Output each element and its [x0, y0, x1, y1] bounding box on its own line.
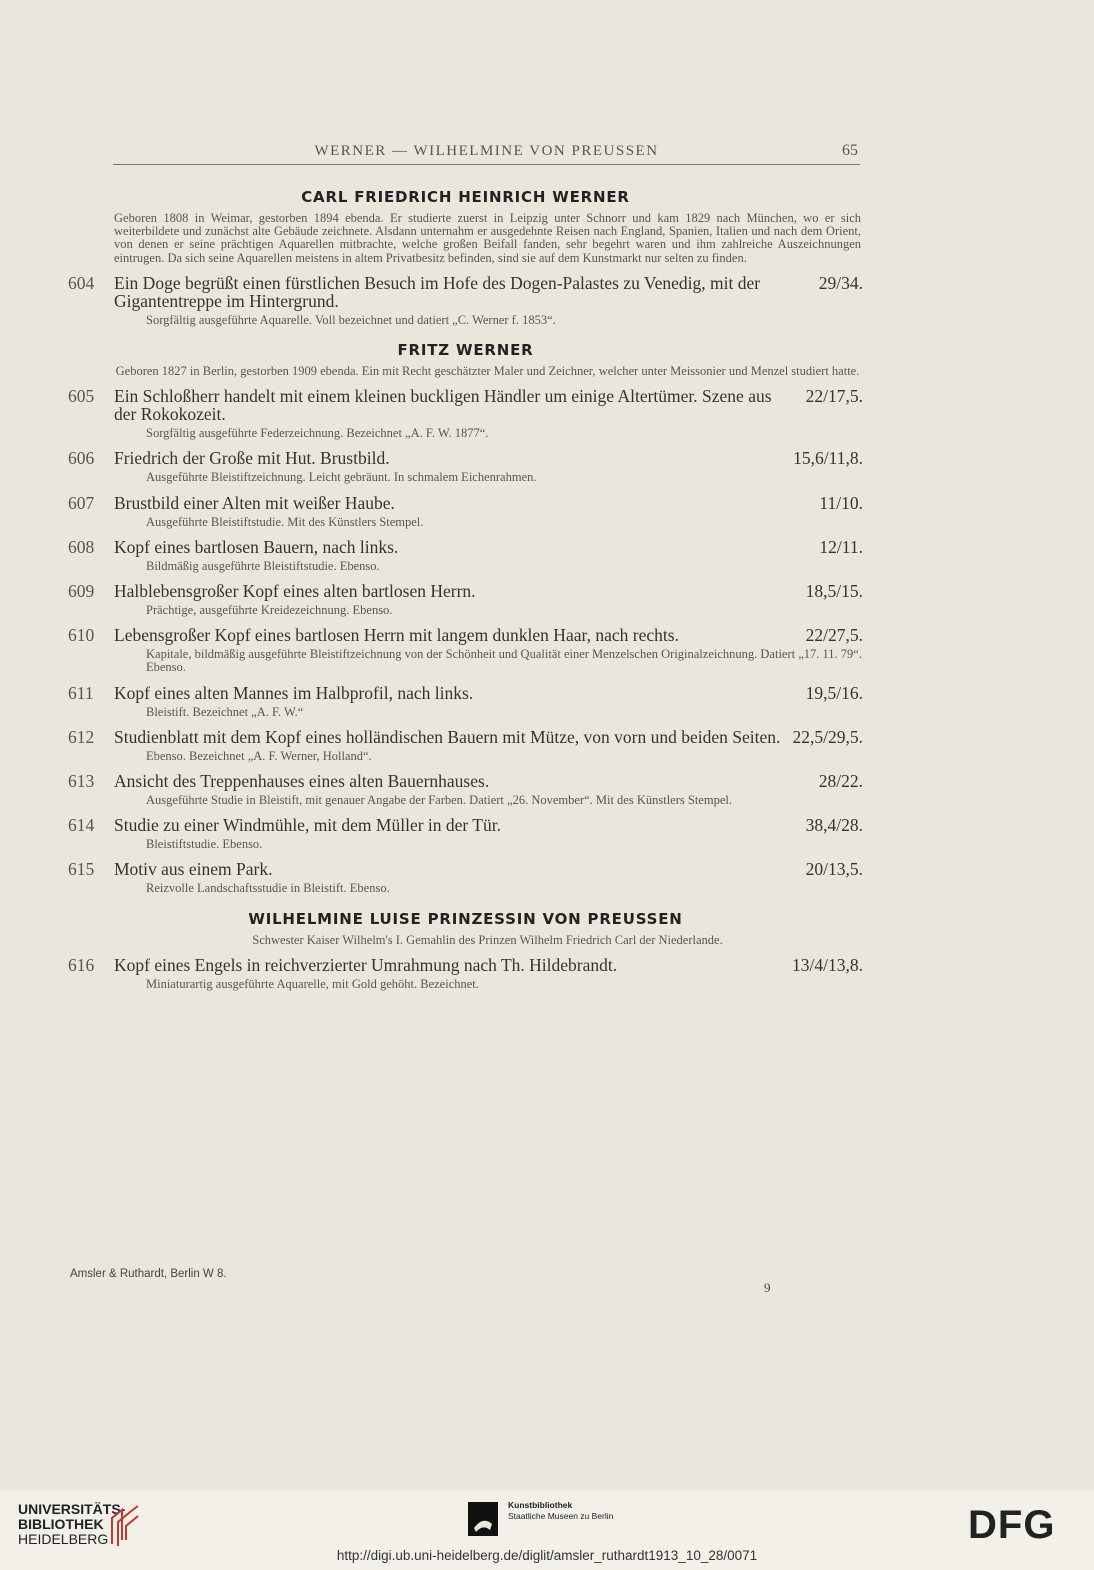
catalog-entry	[68, 728, 863, 763]
entry-row	[68, 626, 863, 644]
lot-number: 611	[68, 682, 94, 703]
entry-text	[114, 582, 863, 600]
catalog-entry	[68, 494, 863, 529]
dimensions: 13/4/13,8.	[792, 954, 863, 975]
entry-note: Ausgeführte Bleistiftstudie. Mit des Künstlers Stempel.	[146, 514, 424, 529]
entry-note: Kapitale, bildmäßig ausgeführte Bleistiftzeichnung von der Schönheit und Qualität einer Menzelschen Originalzeichnung. Datiert „17. 11. 79“. Ebenso.	[146, 647, 862, 675]
entry-note: Miniaturartig ausgeführte Aquarelle, mit Gold gehöht. Bezeichnet.	[146, 976, 479, 991]
artist-biography: Schwester Kaiser Wilhelm's I. Gemahlin des Prinzen Wilhelm Friedrich Carl der Niederlande.	[252, 932, 723, 947]
dimensions: 15,6/11,8.	[793, 448, 863, 469]
entry-row	[68, 772, 863, 790]
lot-number: 610	[68, 625, 95, 646]
entry-title: Ansicht des Treppenhauses eines alten Bauernhauses.	[114, 771, 490, 792]
dimensions: 11/10.	[819, 492, 863, 513]
entry-row	[68, 274, 863, 310]
entry-text	[114, 728, 863, 746]
catalog-entry	[68, 626, 863, 674]
ub-heidelberg-logo-icon	[108, 1500, 142, 1552]
entry-title: Lebensgroßer Kopf eines bartlosen Herrn mit langem dunklen Haar, nach rechts.	[114, 625, 679, 646]
entry-note: Sorgfältig ausgeführte Aquarelle. Voll bezeichnet und datiert „C. Werner f. 1853“.	[146, 312, 556, 327]
signature-mark: 9	[764, 1280, 771, 1295]
entry-title: Kopf eines bartlosen Bauern, nach links.	[114, 536, 399, 557]
dimensions: 28/22.	[818, 771, 863, 792]
entry-text	[114, 816, 863, 834]
permalink-url[interactable]: http://digi.ub.uni-heidelberg.de/diglit/amsler_ruthardt1913_10_28/0071	[336, 1548, 758, 1563]
dimensions: 19,5/16.	[805, 682, 863, 703]
entry-row	[68, 449, 863, 467]
entry-title: Brustbild einer Alten mit weißer Haube.	[114, 492, 395, 513]
entry-row	[68, 494, 863, 512]
entry-title: Studienblatt mit dem Kopf eines holländischen Bauern mit Mütze, von vorn und beiden Seiten.	[114, 726, 781, 747]
entry-row	[68, 684, 863, 702]
dfg-logo[interactable]: DFG	[968, 1503, 1056, 1547]
entry-title: Studie zu einer Windmühle, mit dem Müller in der Tür.	[114, 815, 501, 836]
artist-heading: FRITZ WERNER	[397, 341, 534, 360]
catalog-entry	[68, 538, 863, 573]
artist-heading: WILHELMINE LUISE PRINZESSIN VON PREUSSEN	[248, 909, 683, 928]
lot-number: 613	[68, 771, 95, 792]
entry-title: Kopf eines alten Mannes im Halbprofil, nach links.	[114, 682, 474, 703]
lot-number: 606	[68, 448, 95, 469]
catalog-entry	[68, 387, 863, 440]
entry-text	[114, 494, 863, 512]
entry-row	[68, 728, 863, 746]
entry-row	[68, 816, 863, 834]
entry-title: Ein Schloßherr handelt mit einem kleinen buckligen Händler um einige Altertümer. Szene aus der Rokokozeit.	[114, 386, 772, 425]
ub-line-2: BIBLIOTHEK	[18, 1516, 104, 1532]
dimensions: 22,5/29,5.	[792, 726, 863, 747]
entry-title: Motiv aus einem Park.	[114, 859, 273, 880]
entry-note: Bildmäßig ausgeführte Bleistiftstudie. Ebenso.	[146, 558, 380, 573]
dimensions: 22/27,5.	[805, 625, 863, 646]
dimensions: 12/11.	[819, 536, 863, 557]
page-number: 65	[842, 142, 858, 159]
dimensions: 29/34.	[818, 272, 863, 293]
entry-title: Friedrich der Große mit Hut. Brustbild.	[114, 448, 390, 469]
entry-text	[114, 684, 863, 702]
lot-number: 616	[68, 954, 95, 975]
entry-note: Bleistiftstudie. Ebenso.	[146, 837, 263, 852]
running-header	[113, 140, 860, 165]
artist-heading: CARL FRIEDRICH HEINRICH WERNER	[301, 188, 630, 206]
entry-note: Ausgeführte Studie in Bleistift, mit genauer Angabe der Farben. Datiert „26. November“. Mit des Künstlers Stempel.	[146, 793, 732, 808]
lot-number: 605	[68, 386, 95, 407]
entry-row	[68, 582, 863, 600]
entry-text	[114, 772, 863, 790]
entry-row	[68, 956, 863, 974]
entry-note: Ebenso. Bezeichnet „A. F. Werner, Holland“.	[146, 748, 372, 763]
artist-biography: Geboren 1808 in Weimar, gestorben 1894 ebenda. Er studierte zuerst in Leipzig unter Schnorr und kam 1829 nach München, wo er sich weiterbildete und zunächst alte Gebäude zeichnete. Alsdann unternahm er ausgedehnte Reisen nach England, Spanien, Italien und nach dem Orient, von denen er seine prächtigen Aquarellen mitbrachte, welche großen Beifall fanden, sehr begehrt waren und ihm zahlreiche Auszeichnungen eintrugen. Da sich seine Aquarellen meistens in altem Privatbesitz befinden, sind sie auf dem Kunstmarkt nur selten zu finden.	[114, 211, 861, 265]
entry-note: Prächtige, ausgeführte Kreidezeichnung. Ebenso.	[146, 603, 393, 618]
lot-number: 604	[68, 272, 95, 293]
lot-number: 615	[68, 859, 95, 880]
lot-number: 607	[68, 492, 95, 513]
catalog-entry	[68, 449, 863, 484]
entry-title: Halblebensgroßer Kopf eines alten bartlosen Herrn.	[114, 581, 476, 602]
entry-text	[114, 449, 863, 467]
kb-line-2: Staatliche Museen zu Berlin	[508, 1511, 614, 1521]
entry-text	[114, 860, 863, 878]
entry-text	[114, 626, 863, 644]
catalog-entry	[68, 816, 863, 851]
lot-number: 608	[68, 536, 95, 557]
catalog-entry	[68, 274, 863, 327]
kunstbibliothek-label[interactable]	[508, 1500, 613, 1522]
kunstbibliothek-logo-icon	[468, 1502, 498, 1536]
entry-row	[68, 538, 863, 556]
catalog-content	[68, 180, 863, 991]
entry-note: Sorgfältig ausgeführte Federzeichnung. Bezeichnet „A. F. W. 1877“.	[146, 426, 489, 441]
entry-row	[68, 860, 863, 878]
dimensions: 18,5/15.	[805, 581, 863, 602]
entry-row	[68, 387, 863, 423]
catalog-entry	[68, 860, 863, 895]
entry-title: Ein Doge begrüßt einen fürstlichen Besuch im Hofe des Dogen-Palastes zu Venedig, mit der Gigantentreppe im Hintergrund.	[114, 272, 761, 311]
kb-line-1: Kunstbibliothek	[508, 1500, 573, 1510]
dimensions: 20/13,5.	[805, 859, 863, 880]
entry-text	[114, 274, 863, 310]
catalog-entry	[68, 684, 863, 719]
lot-number: 612	[68, 726, 95, 747]
entry-text	[114, 538, 863, 556]
entry-note: Bleistift. Bezeichnet „A. F. W.“	[146, 704, 304, 719]
ub-line-3: HEIDELBERG	[18, 1531, 109, 1547]
entry-note: Ausgeführte Bleistiftzeichnung. Leicht gebräunt. In schmalem Eichenrahmen.	[146, 470, 537, 485]
lot-number: 614	[68, 815, 95, 836]
digitization-bar	[0, 1490, 1094, 1570]
dimensions: 38,4/28.	[805, 815, 863, 836]
dimensions: 22/17,5.	[805, 386, 863, 407]
lot-number: 609	[68, 581, 95, 602]
publisher-imprint: Amsler & Ruthardt, Berlin W 8.	[70, 1268, 227, 1280]
entry-text	[114, 387, 863, 423]
catalog-entry	[68, 772, 863, 807]
entry-text	[114, 956, 863, 974]
catalog-entry	[68, 582, 863, 617]
ub-line-1: UNIVERSITÄTS-	[18, 1501, 126, 1517]
entry-note: Reizvolle Landschaftsstudie in Bleistift. Ebenso.	[146, 881, 390, 896]
catalog-entry	[68, 956, 863, 991]
entry-title: Kopf eines Engels in reichverzierter Umrahmung nach Th. Hildebrandt.	[114, 954, 618, 975]
running-title: WERNER — WILHELMINE VON PREUSSEN	[314, 143, 659, 159]
artist-biography: Geboren 1827 in Berlin, gestorben 1909 ebenda. Ein mit Recht geschätzter Maler und Zeichner, welcher unter Meissonier und Menzel studiert hatte.	[115, 364, 860, 379]
